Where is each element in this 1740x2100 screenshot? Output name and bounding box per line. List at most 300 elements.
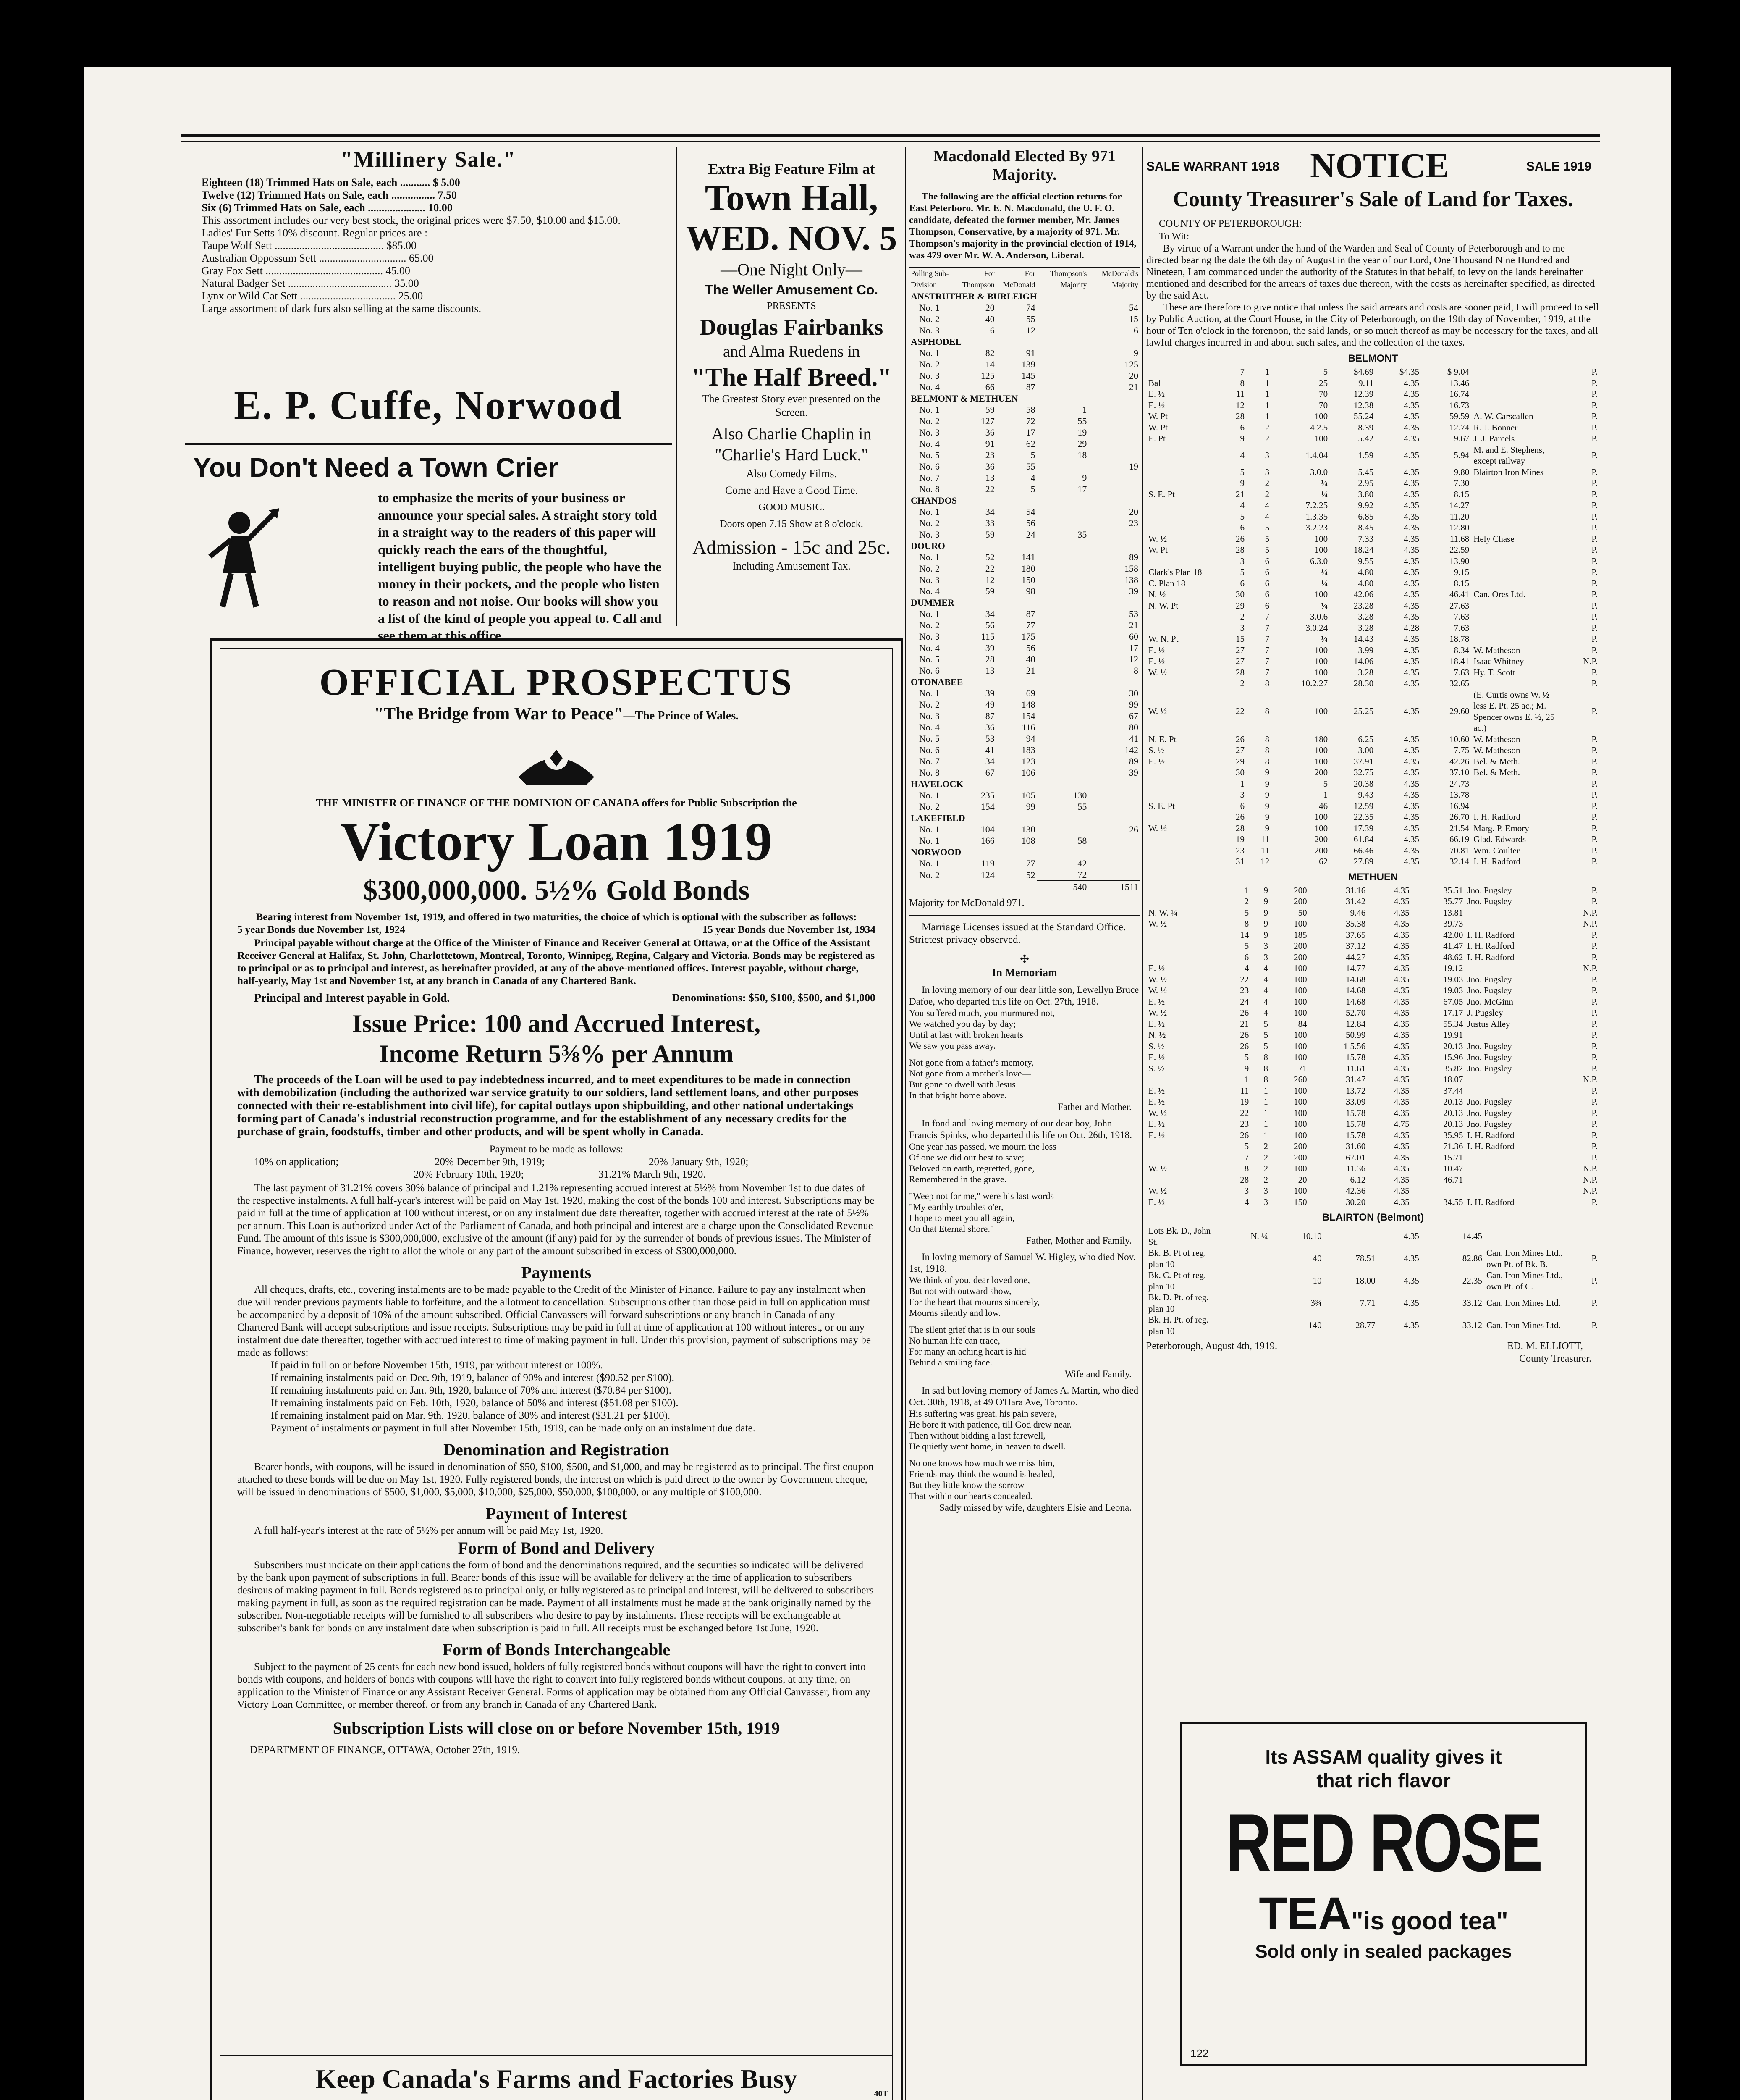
table-cell: I. H. Radford <box>1473 856 1521 866</box>
table-cell: 28 <box>1236 823 1245 833</box>
table-cell: 27 <box>1236 645 1245 655</box>
verse-line: The silent grief that is in our souls <box>909 1324 1036 1335</box>
table-cell: 14.68 <box>1345 974 1366 984</box>
table-cell: 5 <box>1030 484 1035 494</box>
verse-line <box>909 1051 1140 1057</box>
verse-line: "My earthly troubles o'er, <box>909 1202 1004 1212</box>
table-cell: ¼ <box>1321 478 1328 488</box>
table-row <box>1146 885 1600 896</box>
table-cell: 4.35 <box>1394 1074 1410 1084</box>
table-cell: W. ½ <box>1148 985 1167 995</box>
table-cell: W. Pt <box>1148 411 1168 421</box>
table-cell <box>1088 483 1140 495</box>
table-cell <box>1471 388 1564 400</box>
redrose-brand: RED ROSE <box>1226 1796 1541 1889</box>
table-cell: 145 <box>1021 370 1035 381</box>
table-cell: P. <box>1591 745 1598 755</box>
table-cell: 19.12 <box>1443 963 1463 973</box>
table-cell: 41 <box>1129 733 1138 744</box>
table-cell: 19 <box>1240 1097 1249 1107</box>
table-row <box>1146 500 1600 511</box>
table-cell: W. ½ <box>1148 1108 1167 1118</box>
table-row <box>909 858 1140 869</box>
table-cell: 12.38 <box>1353 400 1374 410</box>
table-cell: 14 <box>1240 929 1249 940</box>
table-cell <box>1146 811 1222 823</box>
table-cell: Jno. Pugsley <box>1467 1063 1512 1074</box>
table-cell: P. <box>1591 952 1598 962</box>
table-row <box>909 347 1140 359</box>
table-cell: 4.35 <box>1404 845 1420 856</box>
table-cell: P. <box>1591 1097 1598 1107</box>
table-cell: 67 <box>985 767 995 778</box>
table-row <box>909 506 1140 517</box>
table-cell: 8 <box>1265 706 1270 717</box>
table-cell: 8 <box>1263 1063 1268 1074</box>
verse-line: On that Eternal shore." <box>909 1223 994 1234</box>
table-cell: 6 <box>1265 589 1270 599</box>
table-cell: I. H. Radford <box>1467 1197 1515 1207</box>
table-cell: No. 1 <box>919 688 940 698</box>
table-cell <box>1324 1225 1378 1247</box>
table-cell: 66.19 <box>1449 834 1470 844</box>
table-cell <box>1037 313 1089 325</box>
table-cell <box>1146 467 1222 478</box>
film-presents: PRESENTS <box>767 301 816 312</box>
memoriam-list <box>909 984 1140 1514</box>
table-cell: 18.78 <box>1449 634 1470 644</box>
table-cell <box>1421 1247 1431 1270</box>
table-cell: 9 <box>1244 1063 1249 1074</box>
table-cell <box>1146 767 1222 778</box>
table-cell: 3.0.24 <box>1305 622 1328 633</box>
film-company: The Weller Amusement Co. <box>705 282 878 297</box>
table-cell: 4.35 <box>1404 522 1420 533</box>
table-cell: 4.35 <box>1404 734 1420 744</box>
table-cell <box>1037 654 1089 665</box>
table-cell: 35.51 <box>1443 885 1463 895</box>
table-cell: 6 <box>1265 578 1270 588</box>
table-cell <box>1465 918 1557 929</box>
film-comedy: Also Comedy Films. <box>746 467 837 480</box>
table-cell <box>1146 444 1222 467</box>
table-cell: 50 <box>1298 907 1307 918</box>
table-row <box>1146 1085 1600 1097</box>
table-cell: 67.01 <box>1345 1152 1366 1163</box>
table-cell: 7.33 <box>1358 533 1374 544</box>
table-cell: 4.35 <box>1404 556 1420 566</box>
table-cell: 180 <box>1021 563 1035 574</box>
table-cell: 4.35 <box>1404 756 1420 766</box>
table-cell: P. <box>1591 522 1598 533</box>
table-cell: 5 <box>1244 1141 1249 1151</box>
income-return: Income Return 5⅜% per Annum <box>379 1040 734 1068</box>
table-cell: S. ½ <box>1148 745 1164 755</box>
table-cell: 4 2.5 <box>1310 422 1328 433</box>
verse-line: For the heart that mourns sincerely, <box>909 1297 1040 1307</box>
table-cell: No. 3 <box>919 529 940 540</box>
table-cell: N.P. <box>1583 919 1598 929</box>
table-cell: No. 1 <box>919 858 940 869</box>
table-row <box>1146 578 1600 589</box>
table-row <box>1146 823 1600 834</box>
table-cell: E. ½ <box>1148 756 1165 766</box>
table-row <box>909 835 1140 846</box>
payments-heading: Payments <box>521 1263 592 1282</box>
table-cell <box>1465 1152 1557 1163</box>
table-cell: 12 <box>1026 325 1035 336</box>
table-cell: 2.95 <box>1358 478 1374 488</box>
table-cell: 27 <box>1236 656 1245 666</box>
table-cell: ¼ <box>1321 634 1328 644</box>
table-row <box>1146 411 1600 422</box>
table-cell: 14.68 <box>1345 985 1366 995</box>
table-cell: 4.35 <box>1394 896 1410 906</box>
gold-text: Principal and Interest payable in Gold. <box>254 992 450 1005</box>
table-cell: 5 <box>1240 567 1245 577</box>
loan-title: Victory Loan 1919 <box>341 811 772 872</box>
table-cell: 32.14 <box>1449 856 1470 866</box>
table-cell: 100 <box>1294 1052 1307 1062</box>
table-cell: 39 <box>985 688 995 698</box>
table-row <box>1146 1052 1600 1063</box>
table-cell: 3 <box>1263 1197 1268 1207</box>
table-cell: 23 <box>1129 518 1138 528</box>
column-header: McDonald's Majority <box>1101 269 1138 289</box>
table-cell: 8 <box>1265 678 1270 688</box>
table-cell: 89 <box>1129 552 1138 562</box>
millinery-item: Six (6) Trimmed Hats on Sale, each ..................... 10.00 <box>202 202 453 214</box>
verse-line: We think of you, dear loved one, <box>909 1275 1030 1285</box>
table-cell: 4.80 <box>1358 567 1374 577</box>
table-row <box>909 517 1140 529</box>
verse-line: Not gone from a mother's love— <box>909 1068 1031 1079</box>
table-row <box>1146 1292 1600 1314</box>
table-cell: 12.74 <box>1449 422 1470 433</box>
table-cell: 100 <box>1294 996 1307 1007</box>
table-cell: P. <box>1591 511 1598 522</box>
table-cell: 20 <box>985 302 995 313</box>
table-row <box>1146 522 1600 533</box>
table-cell: 100 <box>1294 1108 1307 1118</box>
table-cell: S. ½ <box>1148 1063 1164 1074</box>
table-cell: 6 <box>1240 422 1245 433</box>
table-cell <box>1146 885 1222 896</box>
table-cell: Marg. P. Emory <box>1473 823 1529 833</box>
notice-to-wit: To Wit: <box>1159 231 1190 242</box>
verse-line: We watched you day by day; <box>909 1018 1016 1029</box>
table-row <box>909 688 1140 699</box>
election-intro: The following are the official election returns for East Peterboro. Mr. E. N. Macdonald, the U. F. O. candidate, defeated the former member, Mr. James Thompson, Conservative, by a majority of 971. Mr. Thompson's majority in the provincial election of 1914, was 479 over Mr. W. A. Anderson, Liberal. <box>909 191 1137 260</box>
table-cell: 100 <box>1314 667 1328 677</box>
table-cell: 31.47 <box>1345 1074 1366 1084</box>
film-costar: and Alma Ruedens in <box>723 343 860 360</box>
table-cell: 1 <box>1265 389 1270 399</box>
table-cell: 100 <box>1294 1119 1307 1129</box>
table-cell: 4.35 <box>1404 834 1420 844</box>
table-cell: 39 <box>1129 767 1138 778</box>
polling-group: NORWOOD <box>911 847 962 857</box>
table-cell: Bel. & Meth. <box>1473 756 1520 766</box>
table-cell: 23 <box>1236 845 1245 856</box>
table-cell <box>1465 1185 1557 1197</box>
table-cell <box>1146 511 1222 522</box>
table-cell: 21 <box>1240 1018 1249 1029</box>
table-cell <box>1146 366 1222 378</box>
table-cell: P. <box>1591 500 1598 510</box>
table-cell: 15.96 <box>1443 1052 1463 1062</box>
table-row <box>1146 985 1600 996</box>
table-row <box>909 370 1140 381</box>
column-rule <box>905 147 906 2100</box>
table-cell: P. <box>1591 801 1598 811</box>
table-cell: 4.80 <box>1358 578 1374 588</box>
prospectus-code: 40T <box>874 2089 888 2098</box>
table-cell: 5 <box>1030 450 1035 460</box>
table-cell <box>1471 544 1564 556</box>
table-cell: 4.35 <box>1394 919 1410 929</box>
table-cell: 100 <box>1314 433 1328 444</box>
table-cell <box>1037 767 1089 778</box>
table-cell: 42.06 <box>1353 589 1374 599</box>
table-cell: No. 5 <box>919 733 940 744</box>
redrose-tea: TEA <box>1259 1888 1352 1940</box>
table-cell: 4.35 <box>1404 778 1420 789</box>
table-cell: Jno. Pugsley <box>1467 974 1512 984</box>
payments-body: All cheques, drafts, etc., covering instalments are to be made payable to the Credit of the Minister of Finance. Failure to pay any instalment when due will render previous payments liable to forfeiture, and the allotment to cancellation. Subscriptions other than those paid in full on application must be accompanied by a deposit of 10% of the amount subscribed. Official Canvassers will forward subscriptions or any branch in Canada of any Chartered Bank will accept subscriptions and issue receipts. Subscriptions may be paid in full at time of application at 100 without interest, or on any instalment due date thereafter, together with accrued interest to time of making payment in full. Under this provision, payment of subscriptions may be made as follows: <box>237 1284 871 1358</box>
table-cell: 22.59 <box>1449 545 1470 555</box>
table-cell: 200 <box>1294 896 1307 906</box>
table-cell: No. 3 <box>919 325 940 336</box>
table-cell: 26 <box>1240 1030 1249 1040</box>
table-cell <box>1471 511 1564 522</box>
table-cell: 3 <box>1265 467 1270 477</box>
table-cell: 72 <box>1077 869 1087 880</box>
table-cell: 139 <box>1021 359 1035 370</box>
table-cell: P. <box>1591 378 1598 388</box>
table-cell <box>1146 952 1222 963</box>
table-cell: 1 <box>1265 367 1270 377</box>
table-cell: 6 <box>1134 325 1138 336</box>
table-row <box>1146 734 1600 745</box>
table-cell: Jno. Pugsley <box>1467 1052 1512 1062</box>
table-cell: 3 <box>1263 952 1268 962</box>
table-cell: 33.12 <box>1462 1298 1482 1308</box>
table-cell: 41 <box>985 745 995 755</box>
table-cell <box>1088 835 1140 846</box>
notice-title: NOTICE <box>1310 146 1449 185</box>
table-cell: 20 <box>1129 507 1138 517</box>
table-row <box>909 620 1140 631</box>
table-cell: 6 <box>990 325 995 336</box>
table-cell: 14.27 <box>1449 500 1470 510</box>
table-cell: 8 <box>1265 734 1270 744</box>
table-cell: 6.12 <box>1350 1174 1366 1185</box>
table-cell: 6.85 <box>1358 511 1374 522</box>
table-cell: 13.90 <box>1449 556 1470 566</box>
table-cell: 150 <box>1021 575 1035 585</box>
table-cell: P. <box>1591 1063 1598 1074</box>
issue-price: Issue Price: 100 and Accrued Interest, <box>352 1010 761 1037</box>
fur-item: Natural Badger Set ...................................... 35.00 <box>202 277 419 289</box>
redrose-line1: Its ASSAM quality gives it <box>1265 1746 1502 1768</box>
table-cell: 4.35 <box>1404 378 1420 388</box>
table-cell: E. ½ <box>1148 963 1165 973</box>
table-cell: 29 <box>1236 600 1245 611</box>
table-cell: 3¾ <box>1310 1298 1322 1308</box>
table-cell: 4.35 <box>1404 489 1420 499</box>
film-venue: Town Hall, <box>705 178 878 218</box>
table-cell: 4.35 <box>1404 389 1420 399</box>
table-cell: 20.13 <box>1443 1097 1463 1107</box>
table-row <box>1146 767 1600 778</box>
table-cell: 4.35 <box>1394 963 1410 973</box>
table-cell: 26 <box>1129 824 1138 835</box>
table-row <box>909 710 1140 722</box>
table-cell: 5.94 <box>1454 450 1470 460</box>
table-cell: 70 <box>1319 400 1328 410</box>
table-row <box>1146 1247 1600 1270</box>
table-cell: No. 1 <box>919 790 940 801</box>
memoriam-signature: Wife and Family. <box>1064 1369 1132 1379</box>
table-cell: 33.09 <box>1345 1097 1366 1107</box>
table-cell: 53 <box>1129 609 1138 619</box>
table-cell: 7.71 <box>1360 1298 1376 1308</box>
table-cell: No. 8 <box>919 767 940 778</box>
table-row <box>909 404 1140 415</box>
table-cell: 4.35 <box>1394 1163 1410 1173</box>
table-cell: 4 <box>1244 963 1249 973</box>
table-cell: 22 <box>985 563 995 574</box>
table-cell: 7 <box>1265 667 1270 677</box>
table-cell: 100 <box>1314 823 1328 833</box>
film-star: Douglas Fairbanks <box>700 315 883 340</box>
table-cell: N.P. <box>1583 1163 1598 1173</box>
table-cell: 16.73 <box>1449 400 1470 410</box>
table-cell <box>1471 622 1564 634</box>
payment-item: 10% on application; <box>254 1156 339 1168</box>
table-row <box>1146 422 1600 433</box>
table-row <box>909 790 1140 801</box>
table-cell <box>1412 1185 1465 1197</box>
table-cell: P. <box>1591 467 1598 477</box>
table-cell: 5 <box>1265 533 1270 544</box>
table-cell: 4.35 <box>1404 678 1420 688</box>
table-cell: 1.3.35 <box>1305 511 1328 522</box>
table-cell: P. <box>1591 767 1598 777</box>
table-cell: 8.15 <box>1454 489 1470 499</box>
table-cell: 4.35 <box>1394 1097 1410 1107</box>
notice-date-line: Peterborough, August 4th, 1919. <box>1146 1341 1277 1352</box>
table-cell: No. 2 <box>919 518 940 528</box>
table-cell: W. Matheson <box>1473 745 1520 755</box>
table-cell: 44.27 <box>1345 952 1366 962</box>
verse-line: Until at last with broken hearts <box>909 1029 1023 1040</box>
table-cell <box>1222 1247 1270 1270</box>
table-cell: 4.35 <box>1394 985 1410 995</box>
table-cell: 20.13 <box>1443 1108 1463 1118</box>
table-cell: 3 <box>1263 941 1268 951</box>
table-cell: 35 <box>1077 529 1087 540</box>
table-cell: 36 <box>985 427 995 438</box>
table-row <box>1146 589 1600 600</box>
table-cell: I. H. Radford <box>1467 941 1515 951</box>
table-cell: 12.84 <box>1345 1018 1366 1029</box>
table-cell: P. <box>1591 812 1598 822</box>
table-cell: 55.34 <box>1443 1018 1463 1029</box>
table-cell: 28.30 <box>1353 678 1374 688</box>
table-cell: 32.65 <box>1449 678 1470 688</box>
table-cell: 5 <box>1244 907 1249 918</box>
table-cell: ¼ <box>1321 567 1328 577</box>
table-cell: 13.72 <box>1345 1085 1366 1096</box>
table-cell <box>1421 1292 1431 1314</box>
prospectus-footer <box>220 2055 892 2100</box>
table-cell: J. Pugsley <box>1467 1008 1503 1018</box>
table-cell: 82.86 <box>1462 1253 1482 1264</box>
table-cell: 26 <box>1240 1130 1249 1140</box>
table-cell: 3.00 <box>1358 745 1374 755</box>
table-cell: P. <box>1591 974 1598 984</box>
table-cell: 100 <box>1314 656 1328 666</box>
election-article: Macdonald Elected By 971 Majority. The following are the official election returns for East Peterboro. Mr. E. N. Macdonald, the U. F. O. candidate, defeated the former member, Mr. James Thompson, Conservative, by a majority of 971. Mr. Thompson's majority in the provincial election of 1914, was 479 over Mr. W. A. Anderson, Liberal. Polling Sub-Division For Thompson For McDonald Thompson's Majority McDonald's Majority ANSTRUTHER & BURLEIGH No. 1 20 74 54 No. 2 40 55 15 No. 3 6 12 6 ASPHODEL No. 1 82 91 9 No. 2 14 139 125 No. 3 125 145 20 No. 4 66 87 21 BELMONT & METHUEN No. 1 59 58 1 No. 2 127 72 55 No. 3 36 17 19 No. 4 91 62 29 No. 5 23 5 18 No. 6 36 55 19 No. 7 13 4 9 No. 8 22 5 17 CHANDOS No. 1 34 54 20 No. 2 33 56 23 No. 3 59 24 35 DOURO No. 1 52 141 89 No. 2 22 180 158 No. 3 12 150 138 No. 4 59 98 39 DUMMER No. 1 34 87 53 No. 2 56 77 21 No. 3 115 175 60 No. 4 39 56 17 No. 5 28 40 12 No. 6 13 21 8 OTONABEE No. 1 39 69 30 No. 2 49 148 99 No. 3 87 154 67 No. 4 36 116 80 No. 5 53 94 41 No. 6 41 183 142 No. 7 34 123 89 No. 8 67 106 39 HAVELOCK No. 1 235 105 130 No. 2 154 99 55 LAKEFIELD No. 1 104 130 26 No. 1 166 108 58 NORWOOD No. 1 119 77 42 No. 2 124 52 72 540 1511 Majority for McDonald 971. Marriage Licenses issued at the Standard Office. Strictest privacy observed. ✣ In Memoriam In loving memory of our dear little son, Lewellyn Bruce Dafoe, who departed this life on Oct. 27th, 1918. You suffered much, you murmured not, We watched you day by day; Until at last with broken hearts We saw you pass away. Not gone from a father's memory, Not gone from a mother's love— But gone to dwell with Jesus In that bright home above. Father and Mother. In fond and loving memory of our dear boy, John Francis Spinks, who departed this life on Oct. 26th, 1918. One year has passed, we mourn the loss Of one we did our best to save; Beloved on earth, regretted, gone, Remembered in the grave. "Weep not for me," were his last words "My earthly troubles o'er, I hope to meet you all again, On that Eternal shore." Father, Mother and Family. In loving memory of Samuel W. Higley, who died Nov. 1st, 1918. We think of you, dear loved one, But not with outward show, For the heart that mourns sincerely, Mourns silently and low. The silent grief that is in our souls No human life can trace, For many an aching heart is hid Behind a smiling face. Wife and Family. In sad but loving memory of James A. Martin, who died Oct. 30th, 1918, at 49 O'Hara Ave, Toronto. His suffering was great, his pain severe, He bore it with patience, till God drew near. Then without bidding a last farewell, He quietly went home, in heaven to dwell. No one knows how much we miss him, Friends may think the wound is healed, But they little know the sorrow That within our hearts concealed. Sadly missed by wife, daughters Elsie and Leona. <box>909 147 1140 1281</box>
table-row <box>909 631 1140 642</box>
table-cell: 14.45 <box>1462 1231 1482 1242</box>
table-cell: 2 <box>1265 422 1270 433</box>
table-cell: 5 <box>1323 778 1328 789</box>
table-cell: 19.03 <box>1443 974 1463 984</box>
table-cell: 4.35 <box>1404 1320 1419 1331</box>
table-cell: 5 <box>1244 941 1249 951</box>
table-row <box>1146 511 1600 522</box>
table-cell: 100 <box>1294 1085 1307 1096</box>
table-cell: 69 <box>1026 688 1035 698</box>
table-cell: 185 <box>1294 929 1307 940</box>
table-row <box>1146 366 1600 378</box>
table-cell: 62 <box>1319 856 1328 866</box>
table-cell: 127 <box>980 416 995 426</box>
table-cell: 71.36 <box>1443 1141 1463 1151</box>
polling-group: HAVELOCK <box>911 779 964 789</box>
minister-line: THE MINISTER OF FINANCE OF THE DOMINION OF CANADA offers for Public Subscription the <box>316 797 797 809</box>
notice-heading: County Treasurer's Sale of Land for Taxes. <box>1173 187 1573 211</box>
table-cell <box>1037 325 1089 336</box>
column-header: Polling Sub-Division <box>911 269 949 289</box>
table-cell: 116 <box>1022 722 1035 732</box>
table-cell: 21.54 <box>1449 823 1470 833</box>
notice-left: SALE WARRANT 1918 <box>1146 160 1279 173</box>
table-cell: 35.95 <box>1443 1130 1463 1140</box>
table-cell: 8 <box>1244 919 1249 929</box>
notice-title-line: County Treasurer. <box>1519 1353 1591 1364</box>
table-cell: 5 <box>1263 1030 1268 1040</box>
election-results-table <box>909 268 1140 892</box>
table-cell: 9.11 <box>1358 378 1374 388</box>
table-cell: Jno. Pugsley <box>1467 896 1512 906</box>
table-cell: P. <box>1591 589 1598 599</box>
table-cell: $4.69 <box>1353 367 1374 377</box>
table-cell: 17 <box>1129 643 1138 653</box>
table-cell: 48.62 <box>1443 952 1463 962</box>
table-cell: 9.92 <box>1358 500 1374 510</box>
table-cell: 8 <box>1263 1052 1268 1062</box>
table-cell: 53 <box>985 733 995 744</box>
table-cell: Bk. D. Pt. of reg. plan 10 <box>1148 1292 1209 1314</box>
table-cell: W. Matheson <box>1473 734 1520 744</box>
table-cell: 29.60 <box>1449 706 1470 717</box>
table-cell: 14.68 <box>1345 996 1366 1007</box>
table-cell: 19 <box>1077 427 1087 438</box>
